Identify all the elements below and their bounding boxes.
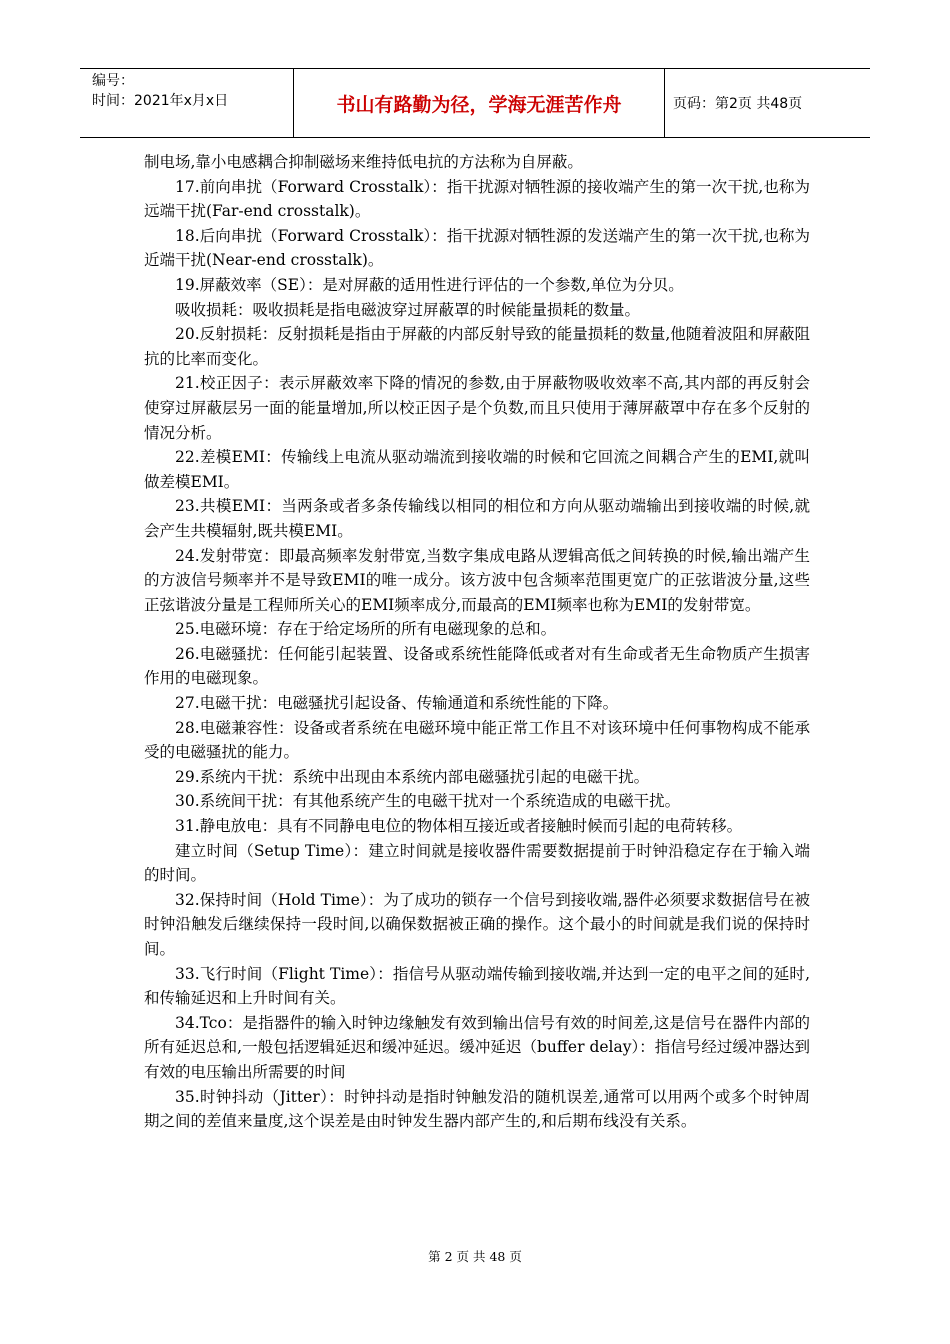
paragraph: 34.Tco：是指器件的输入时钟边缘触发有效到输出信号有效的时间差,这是信号在器件内部的所有延迟总和,一般包括逻辑延迟和缓冲延迟。缓冲延迟（buffer delay）：指信号经过缓冲器达到有效的电压输出所需要的时间 bbox=[144, 1013, 810, 1081]
paragraph: 27.电磁干扰：电磁骚扰引起设备、传输通道和系统性能的下降。 bbox=[175, 694, 619, 713]
paragraph: 19.屏蔽效率（SE）：是对屏蔽的适用性进行评估的一个参数,单位为分贝。 bbox=[175, 275, 684, 294]
paragraph: 24.发射带宽：即最高频率发射带宽,当数字集成电路从逻辑高低之间转换的时候,输出端产生的方波信号频率并不是导致EMI的唯一成分。该方波中包含频率范围更宽广的正弦谐波分量,这些正弦谐波分量是工程师所关心的EMI频率成分,而最高的EMI频率也称为EMI的发射带宽。 bbox=[144, 546, 810, 614]
paragraph: 35.时钟抖动（Jitter）：时钟抖动是指时钟触发沿的随机误差,通常可以用两个或多个时钟周期之间的差值来量度,这个误差是由时钟发生器内部产生的,和后期布线没有关系。 bbox=[144, 1087, 810, 1131]
paragraph: 23.共模EMI：当两条或者多条传输线以相同的相位和方向从驱动端输出到接收端的时候,就会产生共模辐射,既共模EMI。 bbox=[144, 497, 810, 540]
page-header bbox=[80, 68, 870, 138]
paragraph: 32.保持时间（Hold Time）：为了成功的锁存一个信号到接收端,器件必须要求数据信号在被时钟沿触发后继续保持一段时间,以确保数据被正确的操作。这个最小的时间就是我们说的保持时间。 bbox=[144, 890, 810, 958]
paragraph: 25.电磁环境：存在于给定场所的所有电磁现象的总和。 bbox=[175, 620, 557, 639]
header-left-cell bbox=[80, 69, 294, 138]
paragraph: 17.前向串扰（Forward Crosstalk）：指干扰源对牺牲源的接收端产生的第一次干扰,也称为远端干扰(Far-end crosstalk)。 bbox=[144, 177, 810, 221]
header-motto: 书山有路勤为径，学海无涯苦作舟 bbox=[294, 69, 665, 138]
paragraph: 31.静电放电：具有不同静电电位的物体相互接近或者接触时候而引起的电荷转移。 bbox=[175, 817, 743, 836]
paragraph: 29.系统内干扰：系统中出现由本系统内部电磁骚扰引起的电磁干扰。 bbox=[175, 767, 650, 786]
paragraph: 20.反射损耗：反射损耗是指由于屏蔽的内部反射导致的能量损耗的数量,他随着波阻和屏蔽阻抗的比率而变化。 bbox=[144, 325, 810, 368]
document-time-label: 时间：2021年x月x日 bbox=[92, 93, 229, 109]
paragraph: 26.电磁骚扰：任何能引起装置、设备或系统性能降低或者对有生命或者无生命物质产生损害作用的电磁现象。 bbox=[144, 644, 810, 688]
header-page-number: 页码：第2页 共48页 bbox=[665, 69, 871, 138]
paragraph: 30.系统间干扰：有其他系统产生的电磁干扰对一个系统造成的电磁干扰。 bbox=[175, 792, 681, 811]
document-body bbox=[144, 150, 810, 1134]
paragraph: 21.校正因子：表示屏蔽效率下降的情况的参数,由于屏蔽物吸收效率不高,其内部的再反射会使穿过屏蔽层另一面的能量增加,所以校正因子是个负数,而且只使用于薄屏蔽罩中存在多个反射的情况分析。 bbox=[144, 374, 810, 442]
paragraph: 18.后向串扰（Forward Crosstalk）：指干扰源对牺牲源的发送端产生的第一次干扰,也称为近端干扰(Near-end crosstalk)。 bbox=[144, 226, 810, 270]
paragraph: 33.飞行时间（Flight Time）：指信号从驱动端传输到接收端,并达到一定的电平之间的延时,和传输延迟和上升时间有关。 bbox=[144, 964, 810, 1008]
paragraph: 28.电磁兼容性：设备或者系统在电磁环境中能正常工作且不对该环境中任何事物构成不能承受的电磁骚扰的能力。 bbox=[144, 718, 810, 762]
paragraph: 吸收损耗：吸收损耗是指电磁波穿过屏蔽罩的时候能量损耗的数量。 bbox=[175, 300, 641, 319]
page-footer: 第 2 页 共 48 页 bbox=[428, 1249, 522, 1264]
paragraph: 22.差模EMI：传输线上电流从驱动端流到接收端的时候和它回流之间耦合产生的EMI,就叫做差模EMI。 bbox=[144, 448, 810, 491]
paragraph: 建立时间（Setup Time）：建立时间就是接收器件需要数据提前于时钟沿稳定存在于输入端的时间。 bbox=[144, 841, 810, 885]
paragraph: 制电场,靠小电感耦合抑制磁场来维持低电抗的方法称为自屏蔽。 bbox=[144, 153, 583, 171]
document-number-label: 编号： bbox=[92, 73, 134, 89]
